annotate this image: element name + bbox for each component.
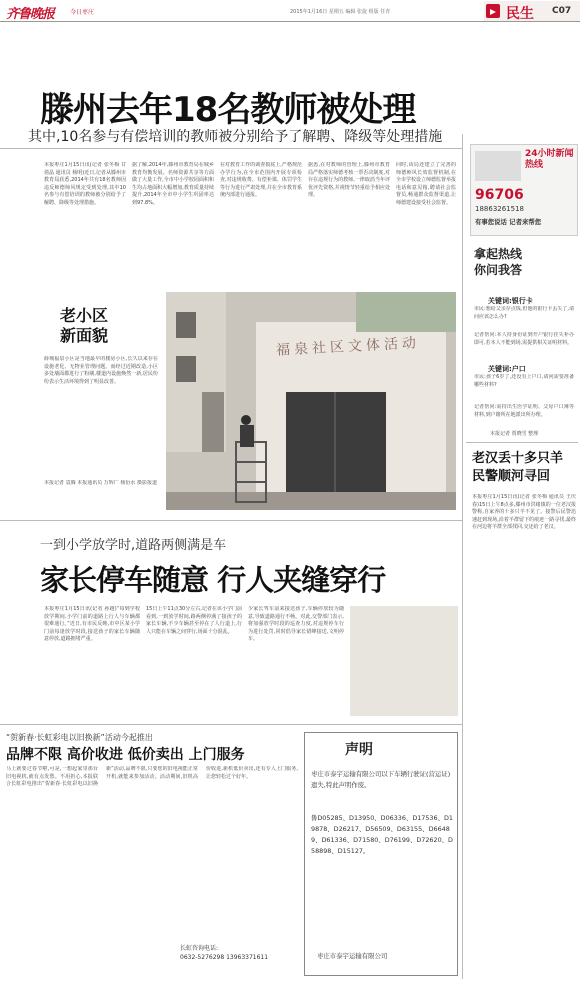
article-column: 本报枣庄1月15日讯(记者 张冬梅 甘倩晶 通讯员 杨明)近日,记者从滕州市教育局获悉,2014年共有18名教师因违反师德师风规定受到处理,其中10名参与有偿培训的教师被分别给予了解聘、降级等处理措施。 xyxy=(44,162,126,206)
headline-parking: 家长停车随意 行人夹缝穿行 xyxy=(40,563,386,597)
page-header xyxy=(0,0,580,22)
qa-title: 拿起热线 你问我答 xyxy=(474,247,523,277)
qa-byline: 本报记者 贾晓雪 整理 xyxy=(490,431,539,437)
divider xyxy=(466,442,578,443)
divider xyxy=(0,148,462,149)
article-column: 同时,该局还建立了完善的师德师风长效监督机制,在全市学校设立师德监督举报电话和意见箱,聘请社会监督员,畅通群众监督渠道,让师德建设接受社会监督。 xyxy=(396,162,456,206)
lost-sheep-body: 本报枣庄1月15日讯(记者 张冬梅 通讯员 王庆春)15日上午8点多,滕州市洪绪镇的一位老汉报警称,自家养的十多只羊不见了。接警后民警迅速赶到现场,沿着羊群留下的痕迹一路寻找,最终在河边将羊群全部找回,交还给了老汉。 xyxy=(472,494,576,531)
newspaper-logo: 齐鲁晚报 xyxy=(6,7,55,22)
ad-title: 品牌不限 高价收进 低价卖出 上门服务 xyxy=(6,747,245,763)
section-name: 民生 xyxy=(506,6,534,22)
notice-plates: 鲁D05285、D13950、D06336、D17536、D19878、D26217、D56509、D63155、D66489、D61336、D71580、D76199、D72620、D58898、D15127。 xyxy=(311,814,453,855)
date-line: 2015年1月16日 星期五 编辑 张旋 组版 任青 xyxy=(290,9,391,15)
subheadline-teachers: 其中,10名参与有偿培训的教师被分别给予了解聘、降级等处理措施 xyxy=(28,129,443,145)
headline-teachers: 滕州去年18名教师被处理 xyxy=(40,90,416,130)
page-number: C07 xyxy=(552,6,572,16)
divider xyxy=(0,520,462,521)
photo-placeholder xyxy=(350,606,458,716)
divider xyxy=(0,724,462,725)
notice-signature: 枣庄市泰宇运输有限公司 xyxy=(317,952,388,960)
qa-question: 市民:孩子6岁了,还没有上户口,请问需要准备哪些材料? xyxy=(474,374,574,388)
article-column: 15日上午11点30分左右,记者在该小学门前看到,一到放学时间,路两侧停满了接孩子的家长车辆,不少车辆甚至停在了人行道上,行人只能在车辆之间穿行,场面十分混乱。 xyxy=(146,606,242,635)
photo-story-title: 老小区 新面貌 xyxy=(60,306,109,345)
qa-answer: 记者帮问:需持出生医学证明、父母户口簿等材料,到户籍所在地派出所办理。 xyxy=(474,404,574,418)
edition-name: 今日枣庄 xyxy=(70,9,95,16)
hotline-banner-title: 24小时新闻热线 xyxy=(525,149,574,170)
notice-body: 枣庄市泰宇运输有限公司以下车辆行驶证(营运证)遗失,特此声明作废。 xyxy=(311,770,451,789)
column-rule xyxy=(462,134,463,979)
section-icon xyxy=(486,4,500,18)
qa-question: 市民:想给父亲存点钱,但他的银行卡丢失了,请问应该怎么办? xyxy=(474,306,574,320)
news-photo xyxy=(166,292,456,510)
article-column: 少家长驾车前来接送孩子,车辆停放较为随意,导致道路通行不畅。对此,交警部门表示,将加强放学时段的巡查力度,对违规停车行为进行处罚,同时倡导家长错峰接送,文明停车。 xyxy=(248,606,344,643)
ad-body: 马上就要过春节啦,可是,一想起家里那台旧电视机,就有点发愁。不用担心,本报联合长虹彩电推出“贺新春·长虹彩电以旧换新”活动,品牌不限,只要您的旧电视能正常开机,就能来参加活动。活动期间,旧机高价收进,新机低价卖出,还有专人上门服务,让您轻松过个好年。 xyxy=(6,766,298,788)
ad-lead: “贺新春·长虹彩电以旧换新”活动今起推出 xyxy=(6,733,153,742)
notice-box xyxy=(304,732,458,976)
article-column: 本报枣庄1月15日讯(记者 孙越)“每到学校放学期间,小学门前的道路上行人与车辆都很难通行。”近日,有市民反映,市中区某小学门前每逢放学时段,接送孩子的家长车辆随意停放,道路拥堵严重。 xyxy=(44,606,140,643)
qa-keyword: 关键词:户口 xyxy=(488,365,526,373)
lost-sheep-title: 老汉丢十多只羊 民警顺河寻回 xyxy=(472,451,564,484)
photo-byline: 本报记者 袁腾 本报通讯员 万辉广 杨衍水 摄影报道 xyxy=(44,480,157,486)
ad-contact: 长虹咨询电话: 0632-5276298 13963371611 xyxy=(180,945,269,961)
article-column: 在对教育工作的调查摸底上,严格规范办学行为,在全市范围内开展专项检查,对违规收费、有偿补课、体罚学生等行为进行严肃处理,并在全市教育系统内部进行通报。 xyxy=(220,162,302,199)
hotline-number-2: 18863261518 xyxy=(475,205,524,213)
hotline-tagline: 有事您说话 记者来帮您 xyxy=(475,218,542,226)
phone-image xyxy=(475,151,521,181)
hotline-number: 96706 xyxy=(475,187,524,203)
hotline-banner xyxy=(470,144,578,236)
photo-story-body: 薛城福泉小区是当地最早的楼房小区,长久以来存在设施老化、无物业管理问题。而经过近期改造,小区多处墙面都进行了粉刷,楼道内设施焕然一新,居民纷纷表示生活环境得到了明显改善。 xyxy=(44,356,158,385)
photo-wall-sign: 福泉社区文体活动 xyxy=(275,335,421,359)
qa-answer: 记者帮问:本人持身份证到开户银行挂失补办即可,若本人不能到场,需提供相关证明材料。 xyxy=(474,332,574,346)
qa-keyword: 关键词:银行卡 xyxy=(488,297,533,305)
article-column: 据了解,2014年,滕州市教育局在城乡教育均衡发展、名师资源共享等方面做了大量工作,全市中小学校园面积和生均占地面积大幅增加,教育质量持续提升,2014年全市中小学生巩固率达到97.8%。 xyxy=(132,162,214,206)
kicker-parking: 一到小学放学时,道路两侧满是车 xyxy=(40,538,227,553)
article-column: 据悉,在对教师的管理上,滕州市教育局严格落实师德考核一票否决制度,对存在违规行为的教师,一律取消当年评优评先资格,并视情节轻重给予相应处理。 xyxy=(308,162,390,199)
notice-title: 声明 xyxy=(345,742,373,758)
